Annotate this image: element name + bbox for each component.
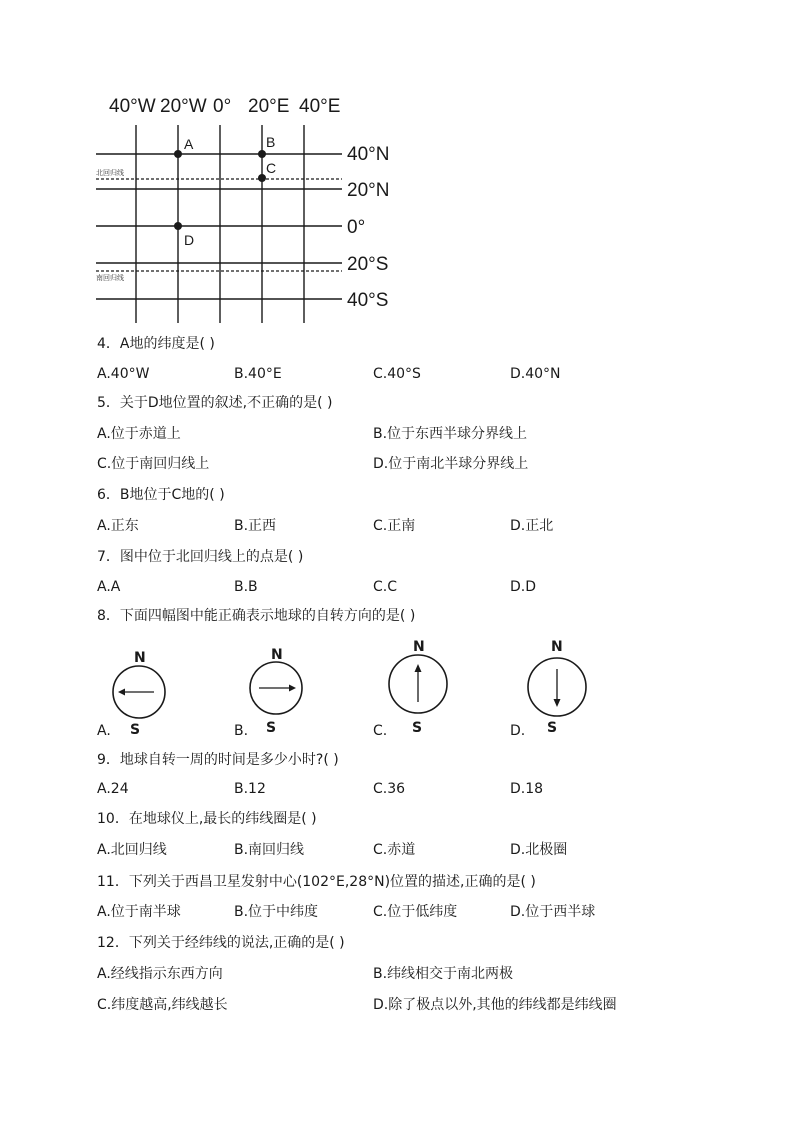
arrow-head-icon: [554, 699, 561, 707]
q12-option-c[interactable]: C.纬度越高,纬线越长: [97, 997, 228, 1013]
north-pole-label: N: [271, 647, 283, 663]
question-8-stem: 8．下面四幅图中能正确表示地球的自转方向的是( ): [97, 608, 416, 624]
q7-option-c[interactable]: C.C: [373, 579, 398, 595]
q10-option-c[interactable]: C.赤道: [373, 842, 416, 858]
arrow-head-icon: [289, 685, 296, 692]
q8-option-c-globe[interactable]: [382, 634, 454, 734]
point-d-marker: [174, 222, 182, 230]
longitude-label: 20°E: [248, 96, 290, 117]
q9-option-c[interactable]: C.36: [373, 781, 406, 797]
point-a-marker: [174, 150, 182, 158]
q8-option-a-letter[interactable]: A.: [97, 723, 111, 739]
north-pole-label: N: [413, 639, 425, 655]
q10-option-b[interactable]: B.南回归线: [234, 842, 305, 858]
point-c-marker: [258, 174, 266, 182]
q9-option-d[interactable]: D.18: [510, 781, 544, 797]
q6-option-b[interactable]: B.正西: [234, 518, 277, 534]
longitude-label: 20°W: [160, 96, 207, 117]
q4-option-a[interactable]: A.40°W: [97, 366, 150, 382]
q7-option-d[interactable]: D.D: [510, 579, 537, 595]
q6-option-c[interactable]: C.正南: [373, 518, 416, 534]
q11-option-b[interactable]: B.位于中纬度: [234, 904, 319, 920]
longitude-label: 40°W: [109, 96, 156, 117]
q5-option-a[interactable]: A.位于赤道上: [97, 426, 181, 442]
q12-option-a[interactable]: A.经线指示东西方向: [97, 966, 223, 982]
q10-option-a[interactable]: A.北回归线: [97, 842, 167, 858]
longitude-label: 0°: [213, 96, 232, 117]
north-pole-label: N: [134, 650, 146, 666]
south-pole-label: S: [130, 722, 141, 738]
q4-option-d[interactable]: D.40°N: [510, 366, 561, 382]
point-d-label: D: [184, 232, 195, 248]
point-c-label: C: [266, 160, 277, 176]
q8-option-a-globe[interactable]: [104, 644, 174, 738]
q9-option-b[interactable]: B.12: [234, 781, 266, 797]
point-b-label: B: [266, 134, 276, 150]
tropic-of-cancer-label: 北回归线: [96, 169, 124, 177]
q4-option-b[interactable]: B.40°E: [234, 366, 282, 382]
q8-option-c-letter[interactable]: C.: [373, 723, 388, 739]
arrow-head-icon: [118, 689, 125, 696]
question-4-stem: 4．A地的纬度是( ): [97, 336, 215, 352]
question-11-stem: 11．下列关于西昌卫星发射中心(102°E,28°N)位置的描述,正确的是( ): [97, 874, 536, 890]
q11-option-a[interactable]: A.位于南半球: [97, 904, 181, 920]
arrow-head-icon: [415, 664, 422, 672]
question-9-stem: 9．地球自转一周的时间是多少小时?( ): [97, 752, 339, 768]
q12-option-b[interactable]: B.纬线相交于南北两极: [373, 966, 514, 982]
north-pole-label: N: [551, 639, 563, 655]
q5-option-b[interactable]: B.位于东西半球分界线上: [373, 426, 528, 442]
question-5-stem: 5．关于D地位置的叙述,不正确的是( ): [97, 395, 333, 411]
q6-option-d[interactable]: D.正北: [510, 518, 554, 534]
q4-option-c[interactable]: C.40°S: [373, 366, 421, 382]
south-pole-label: S: [547, 720, 558, 734]
tropic-of-capricorn-label: 南回归线: [96, 274, 124, 282]
south-pole-label: S: [266, 720, 277, 735]
q7-option-b[interactable]: B.B: [234, 579, 258, 595]
latitude-label: 20°N: [347, 180, 390, 201]
question-7-stem: 7．图中位于北回归线上的点是( ): [97, 549, 304, 565]
q8-option-b-globe[interactable]: [241, 641, 311, 735]
south-pole-label: S: [412, 720, 423, 734]
q11-option-d[interactable]: D.位于西半球: [510, 904, 596, 920]
q8-option-d-globe[interactable]: [522, 634, 594, 734]
question-10-stem: 10．在地球仪上,最长的纬线圈是( ): [97, 811, 317, 827]
q11-option-c[interactable]: C.位于低纬度: [373, 904, 458, 920]
question-6-stem: 6．B地位于C地的( ): [97, 487, 225, 503]
longitude-label: 40°E: [299, 96, 341, 117]
q5-option-c[interactable]: C.位于南回归线上: [97, 456, 210, 472]
q6-option-a[interactable]: A.正东: [97, 518, 139, 534]
point-b-marker: [258, 150, 266, 158]
q10-option-d[interactable]: D.北极圈: [510, 842, 568, 858]
q7-option-a[interactable]: A.A: [97, 579, 121, 595]
q5-option-d[interactable]: D.位于南北半球分界线上: [373, 456, 529, 472]
latitude-label: 0°: [347, 217, 366, 238]
question-12-stem: 12．下列关于经纬线的说法,正确的是( ): [97, 935, 345, 951]
latitude-label: 40°S: [347, 290, 389, 311]
point-a-label: A: [184, 136, 194, 152]
q8-option-b-letter[interactable]: B.: [234, 723, 249, 739]
lat-lon-grid-figure: [0, 0, 420, 335]
q8-option-d-letter[interactable]: D.: [510, 723, 526, 739]
q12-option-d[interactable]: D.除了极点以外,其他的纬线都是纬线圈: [373, 997, 617, 1013]
latitude-label: 40°N: [347, 144, 390, 165]
latitude-label: 20°S: [347, 254, 389, 275]
q9-option-a[interactable]: A.24: [97, 781, 129, 797]
